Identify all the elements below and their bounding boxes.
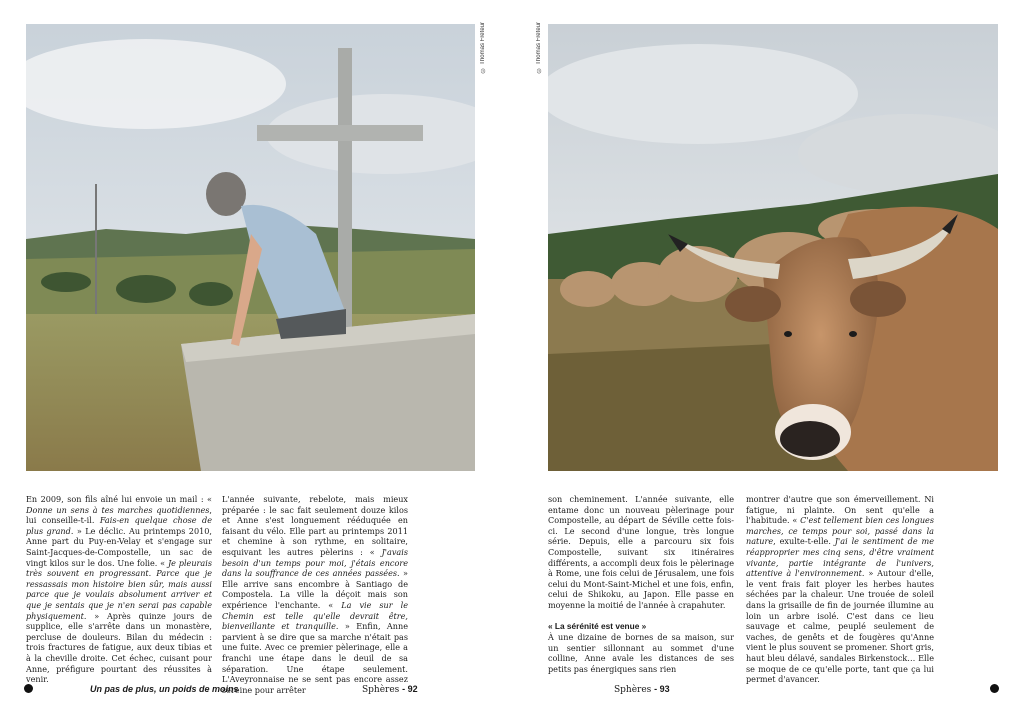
body-text: » Elle arrive sans encombre à Santiago de Compostela. La ville la déçoit mais son expérience l'enchante. «: [222, 568, 408, 610]
body-text: En 2009, son fils aîné lui envoie un mail : «: [26, 494, 212, 504]
column-3-paragraph: [548, 494, 734, 611]
footer-magazine-right: Sphères: [614, 685, 652, 695]
footer-page-right: [614, 684, 670, 695]
body-text: » Après quinze jours de supplice, elle s'arrête dans un monastère, percluse de douleurs. Bilan du médecin : trois fractures de fatigue, aux deux tibias et à la cheville droite. Cet échec, cuisant pour Anne, préfigure pourtant des réussites à venir.: [26, 610, 212, 685]
cows-photo: [548, 24, 998, 471]
article-column-2: [222, 494, 408, 695]
body-text: » Le déclic. Au printemps 2010, Anne part du Puy-en-Velay et s'engage sur Saint-Jacques-de-Compostelle, un sac de vingt kilos sur le dos. Une folie. «: [26, 525, 212, 568]
body-text: montrer d'autre que son émerveillement. Ni fatigue, ni plainte. On sent qu'elle a l'habitude. «: [746, 494, 934, 526]
body-text: , lui conseille-t-il.: [26, 504, 212, 526]
footer-page-number-right: - 93: [654, 684, 670, 694]
column-3-paragraph-b: [548, 632, 734, 674]
quote-italic: J'avais besoin d'un temps pour moi, j'étais encore dans la souffrance de ces années passées.: [222, 546, 408, 579]
quote-italic: Je pleurais très souvent en progressant. Parce que je ressassais mon histoire bien sûr, mais aussi parce que je voulais absolument arriver et que je sentais que je n'en serai pas capable physiquement.: [26, 557, 212, 621]
footer-dot-left: [24, 684, 33, 693]
footer-page-left: [362, 684, 418, 695]
quote-italic: Donne un sens à tes marches quotidiennes: [26, 504, 210, 515]
photo-credit-right: © Thomas Freteur: [536, 22, 542, 73]
footer-magazine-left: Sphères: [362, 685, 400, 695]
quote-italic: C'est tellement bien ces longues marches, ce temps pour soi, passé dans la nature: [746, 515, 935, 547]
photo-credit-left: © Thomas Freteur: [480, 22, 486, 73]
body-text: son cheminement. L'année suivante, elle entame donc un nouveau pèlerinage pour Compostelle, au départ de Séville cette fois-ci. Le second d'une longue, très longue série. Depuis, elle a parcouru six fois Compostelle, suivant six itinéraires différents, a accompli deux fois le pèlerinage à Rome, une fois celui de Jérusalem, une fois celui du Mont-Saint-Michel et une fois, enfin, celui de Shikoku, au Japon. Elle passe en moyenne la moitié de l'année à crapahuter.: [548, 494, 734, 610]
body-text: À une dizaine de bornes de sa maison, sur un sentier sillonnant au sommet d'une colline, Anne avale les distances de ses petits pas énergiques sans rien: [548, 632, 734, 674]
quote-italic: J'ai le sentiment de me réapproprier mes cinq sens, d'être vraiment vivante, partie intégrante de l'univers, attentive à l'environnement.: [746, 536, 935, 579]
article-column-4: [746, 494, 934, 685]
article-column-1: [26, 494, 212, 685]
body-text: » Enfin, Anne parvient à se dire que sa marche n'était pas une fuite. Avec ce premier pèlerinage, elle a franchi une étape dans le deuil de sa séparation. Une étape seulement. L'Aveyronnaise ne se sent pas encore assez sereine pour arrêter: [222, 621, 408, 695]
section-heading: « La sérénité est venue »: [548, 620, 647, 631]
article-column-3: [548, 494, 734, 675]
footer-page-number-left: - 92: [402, 684, 418, 694]
body-text: L'année suivante, rebelote, mais mieux préparée : le sac fait seulement douze kilos et Anne s'est longuement rééduquée en faisant du vélo. Elle part au printemps 2011 et chemine à son rythme, en solitaire, esquivant les autres pèlerins : «: [222, 494, 408, 557]
body-text: » Autour d'elle, le vent frais fait ployer les herbes hautes séchées par la chaleur. Une trouée de soleil dans la grisaille de fin de journée illumine au loin un arbre isolé. C'est dans ce lieu sauvage et calme, peuplé seulement de vaches, de genêts et de fougères qu'Anne vient le plus souvent se promener. Short gris, haut bleu délavé, sandales Birkenstock… Elle se moque de ce qu'elle porte, tant que ça lui permet d'avancer.: [746, 568, 934, 685]
quote-italic: La vie sur le Chemin est telle qu'elle devrait être, bienveillante et tranquille.: [222, 599, 409, 632]
footer-article-title: Un pas de plus, un poids de moins: [90, 684, 239, 694]
footer-dot-right: [990, 684, 999, 693]
quote-italic: Fais-en quelque chose de plus grand.: [26, 515, 212, 536]
pilgrim-cross-photo: [26, 24, 475, 471]
body-text: , exulte-t-elle.: [773, 536, 835, 547]
